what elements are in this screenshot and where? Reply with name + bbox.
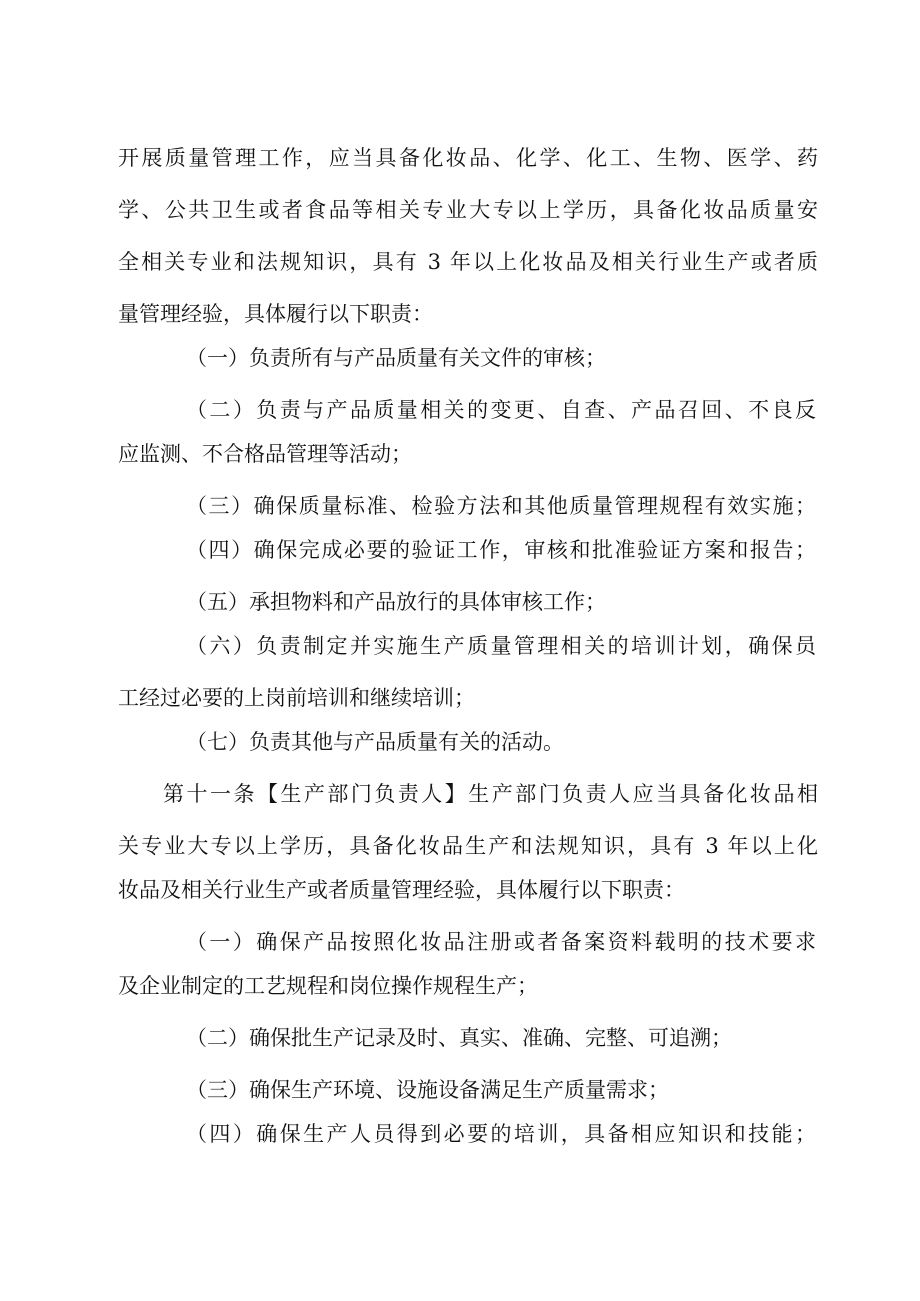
- list-item: （五）承担物料和产品放行的具体审核工作；: [186, 590, 606, 614]
- article-heading-line: 第十一条【生产部门负责人】生产部门负责人应当具备化妆品相: [163, 782, 818, 806]
- list-item: （七）负责其他与产品质量有关的活动。: [186, 730, 564, 754]
- list-item: （一）确保产品按照化妆品注册或者备案资料载明的技术要求: [186, 930, 816, 954]
- paragraph-line: 学、公共卫生或者食品等相关专业大专以上学历，具备化妆品质量安: [118, 198, 818, 222]
- list-item: （六）负责制定并实施生产质量管理相关的培训计划，确保员: [186, 634, 816, 658]
- list-item: （一）负责所有与产品质量有关文件的审核；: [186, 346, 606, 370]
- list-item: （三）确保生产环境、设施设备满足生产质量需求；: [186, 1078, 669, 1102]
- paragraph-line: 开展质量管理工作，应当具备化妆品、化学、化工、生物、医学、药: [118, 146, 818, 170]
- list-item-continuation: 及企业制定的工艺规程和岗位操作规程生产；: [118, 974, 538, 998]
- list-item-continuation: 工经过必要的上岗前培训和继续培训；: [118, 686, 475, 710]
- paragraph-line: 妆品及相关行业生产或者质量管理经验，具体履行以下职责：: [118, 878, 685, 902]
- list-item-continuation: 应监测、不合格品管理等活动；: [118, 442, 412, 466]
- list-item: （二）确保批生产记录及时、真实、准确、完整、可追溯；: [186, 1026, 732, 1050]
- paragraph-line: 全相关专业和法规知识，具有 3 年以上化妆品及相关行业生产或者质: [118, 250, 818, 274]
- list-item: （二）负责与产品质量相关的变更、自查、产品召回、不良反: [186, 398, 816, 422]
- list-item: （四）确保生产人员得到必要的培训，具备相应知识和技能；: [186, 1122, 816, 1146]
- paragraph-line: 关专业大专以上学历，具备化妆品生产和法规知识，具有 3 年以上化: [118, 834, 818, 858]
- paragraph-line: 量管理经验，具体履行以下职责：: [118, 302, 433, 326]
- list-item: （四）确保完成必要的验证工作，审核和批准验证方案和报告；: [186, 538, 816, 562]
- list-item: （三）确保质量标准、检验方法和其他质量管理规程有效实施；: [186, 494, 816, 518]
